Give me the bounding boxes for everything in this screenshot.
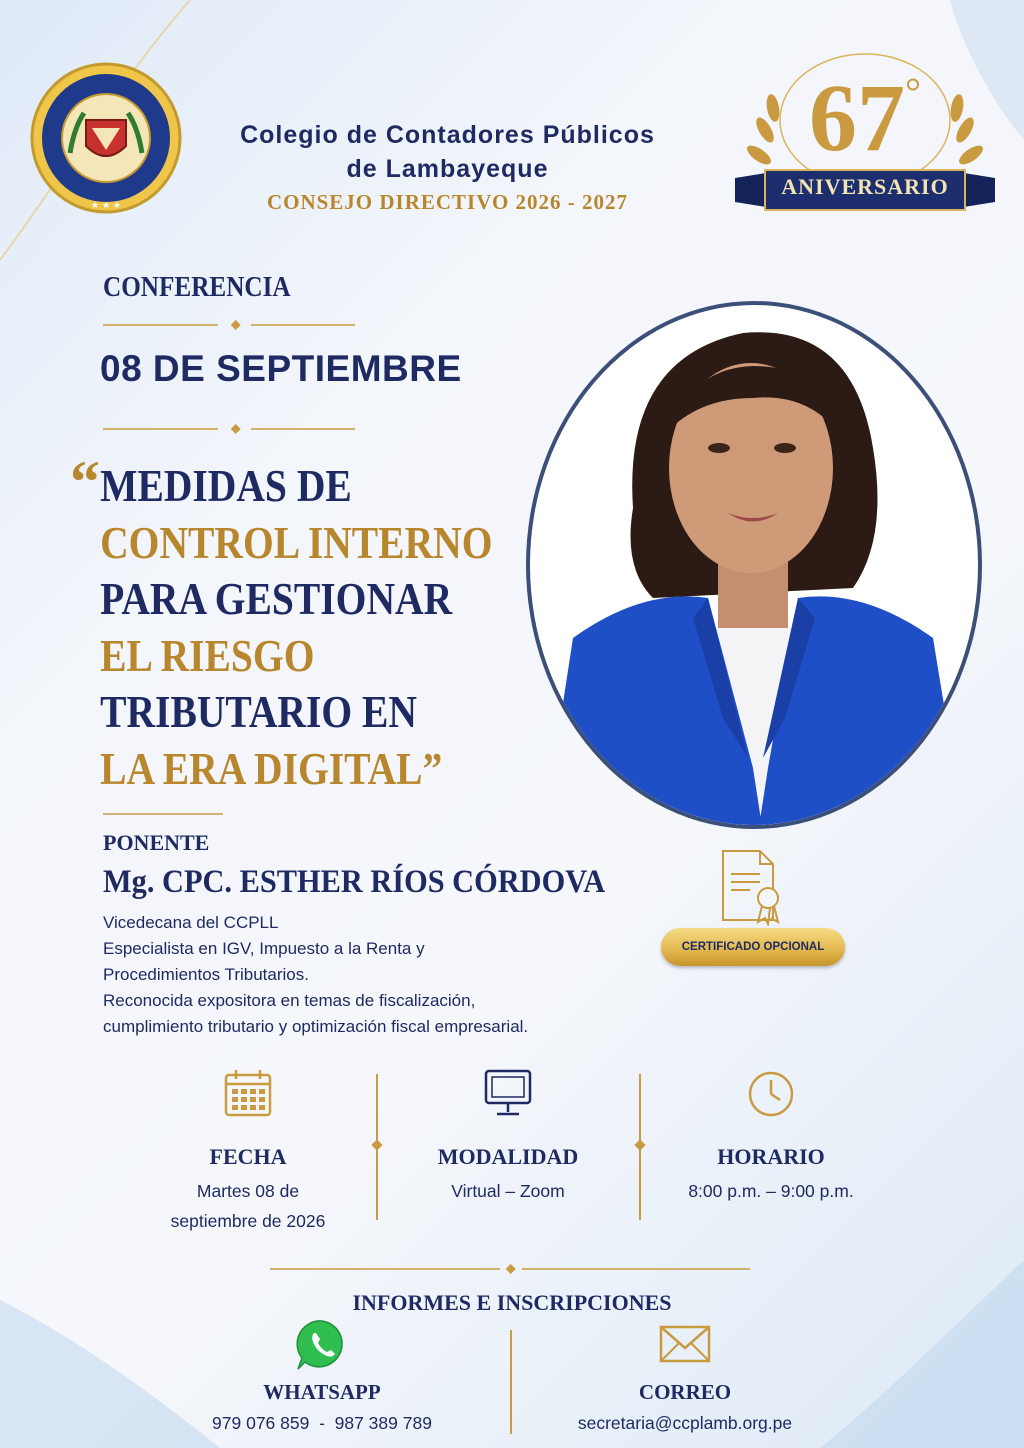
title-line: TRIBUTARIO EN (100, 686, 418, 737)
svg-text:★ ★ ★: ★ ★ ★ (91, 201, 121, 211)
title-line: CONTROL INTERNO (100, 516, 493, 568)
info-date (128, 1068, 368, 1236)
bio-line: Vicedecana del CCPLL (103, 913, 279, 932)
divider (103, 812, 223, 816)
organization-name-line2: de Lambayeque (346, 155, 549, 183)
email-address[interactable]: secretaria@ccplamb.org.pe (577, 1413, 793, 1433)
monitor-icon (483, 1068, 533, 1118)
bio-line: cumplimiento tributario y optimización fiscal empresarial. (103, 1017, 529, 1036)
info-date-text (128, 1176, 368, 1236)
event-title (70, 449, 530, 797)
info-time-text: 8:00 p.m. – 9:00 p.m. (688, 1181, 854, 1201)
whatsapp-icon[interactable] (295, 1318, 349, 1372)
event-type-label: CONFERENCIA (103, 272, 291, 303)
whatsapp-title: WHATSAPP (263, 1380, 381, 1404)
speaker-photo (523, 298, 985, 833)
speaker-bio (103, 910, 623, 1040)
bio-line: Reconocida expositora en temas de fiscalización, (103, 991, 476, 1010)
mail-icon[interactable] (658, 1318, 712, 1372)
anniversary-number: 67 (809, 64, 905, 171)
speaker-label: PONENTE (103, 830, 210, 855)
contact-whatsapp (172, 1318, 472, 1434)
bio-line: Especialista en IGV, Impuesto a la Renta y (103, 939, 425, 958)
organization-name-line1: Colegio de Contadores Públicos (240, 121, 655, 149)
close-quote: ” (422, 742, 443, 794)
info-mode-text: Virtual – Zoom (451, 1181, 565, 1201)
info-mode-title: MODALIDAD (437, 1144, 579, 1169)
email-title: CORREO (638, 1380, 732, 1404)
contact-title: INFORMES E INSCRIPCIONES (352, 1290, 672, 1315)
anniversary-degree: ° (905, 69, 921, 114)
anniversary-label: ANIVERSARIO (781, 174, 949, 199)
contact-email (535, 1318, 835, 1434)
council-label: CONSEJO DIRECTIVO 2026 - 2027 (266, 190, 629, 214)
info-date-title: FECHA (209, 1144, 287, 1169)
info-date-line2: septiembre de 2026 (170, 1211, 326, 1231)
info-time-title: HORARIO (717, 1144, 825, 1169)
clock-icon (746, 1068, 796, 1118)
info-date-line1: Martes 08 de (196, 1181, 300, 1201)
divider (103, 422, 355, 436)
title-line: PARA GESTIONAR (100, 573, 453, 624)
divider (270, 1262, 750, 1276)
info-mode (388, 1068, 628, 1206)
organization-name (175, 118, 720, 186)
divider (103, 318, 355, 332)
title-line: MEDIDAS DE (100, 460, 352, 511)
calendar-icon (223, 1068, 273, 1118)
certificate-icon (718, 848, 788, 926)
event-date: 08 DE SEPTIEMBRE (100, 348, 462, 389)
open-quote: “ (70, 449, 100, 515)
speaker-name: Mg. CPC. ESTHER RÍOS CÓRDOVA (103, 864, 606, 900)
separator (510, 1330, 512, 1434)
anniversary-emblem (725, 50, 1005, 230)
title-line: LA ERA DIGITAL” (100, 742, 443, 794)
college-seal-logo (26, 58, 186, 218)
info-time (651, 1068, 891, 1206)
bio-line: Procedimientos Tributarios. (103, 965, 309, 984)
title-line: EL RIESGO (100, 629, 315, 681)
whatsapp-numbers[interactable]: 979 076 859 - 987 389 789 (212, 1413, 432, 1433)
certificate-badge: CERTIFICADO OPCIONAL (661, 928, 845, 966)
